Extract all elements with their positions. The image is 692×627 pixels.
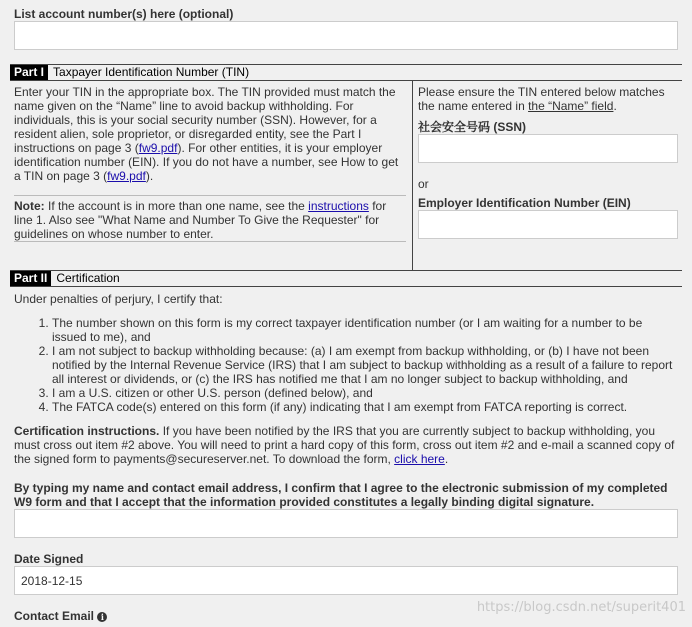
- ssn-input[interactable]: [418, 134, 678, 163]
- part2-title: Certification: [56, 271, 120, 285]
- note-divider-top: [14, 195, 406, 196]
- date-signed-input[interactable]: [14, 566, 678, 595]
- fw9-link-2[interactable]: fw9.pdf: [107, 169, 146, 183]
- part1-tag: Part I: [10, 65, 48, 80]
- tin-intro-a: Enter your TIN in the appropriate box. The TIN provided must match the name given on the “Name” line to avoid backup withholding. For individuals, this is your social security number (SSN). However, for a resident alien, sole proprietor, or disregarded entity, see the Part I instructions on page 3 (: [14, 85, 396, 155]
- tin-note: [14, 199, 406, 241]
- certification-list: [14, 316, 680, 414]
- note-text-a: If the account is in more than one name, see the: [44, 199, 309, 213]
- info-icon[interactable]: i: [97, 612, 107, 622]
- cert-instructions-end: .: [444, 452, 449, 466]
- or-text: or: [418, 177, 429, 191]
- cert-item-4: 4. The FATCA code(s) entered on this form (if any) indicating that I am exempt from FATCA reporting is correct.: [52, 400, 680, 414]
- tin-instructions: [14, 85, 404, 183]
- watermark: https://blog.csdn.net/superit401: [476, 600, 686, 615]
- contact-email-label-row: [14, 609, 107, 623]
- part2-tag: Part II: [10, 271, 51, 286]
- note-divider-bottom: [14, 241, 406, 242]
- account-numbers-input[interactable]: [14, 21, 678, 50]
- account-numbers-label: List account number(s) here (optional): [14, 7, 234, 21]
- cert-item-2: 2. I am not subject to backup withholding because: (a) I am exempt from backup withholding, or (b) I have not been notified by the Internal Revenue Service (IRS) that I am subject to backup withholding as a result of a failure to report all interest or dividends, or (c) the IRS has notified me that I am no longer subject to backup withholding, and: [52, 344, 680, 386]
- instructions-link[interactable]: instructions: [308, 199, 369, 213]
- part1-column-divider: [412, 81, 413, 270]
- perjury-intro: Under penalties of perjury, I certify that:: [14, 292, 223, 306]
- certification-instructions: [14, 424, 680, 466]
- tin-intro-b: ). For other entities, it is your employer identification number (EIN). If you do not have a number, see How to get a TIN on page 3 (: [14, 141, 399, 183]
- part1-title: Taxpayer Identification Number (TIN): [53, 65, 250, 79]
- note-label: Note:: [14, 199, 45, 213]
- tin-intro-c: ).: [145, 169, 154, 183]
- signature-label: By typing my name and contact email address, I confirm that I agree to the electronic submission of my completed W9 form and that I accept that the information provided constitutes a legally binding digital signature.: [14, 481, 668, 509]
- fw9-link-1[interactable]: fw9.pdf: [138, 141, 178, 155]
- tin-match-text-b: .: [613, 99, 617, 113]
- tin-match-text-a: Please ensure the TIN entered below matches the name entered in: [418, 85, 665, 113]
- part2-header: [10, 270, 682, 287]
- download-form-link[interactable]: click here: [394, 452, 445, 466]
- name-field-link[interactable]: the “Name” field: [528, 99, 614, 113]
- contact-email-label: Contact Email: [14, 609, 95, 623]
- cert-instructions-text: If you have been notified by the IRS that you are currently subject to backup withholding, you must cross out item #2 above. You will need to print a hard copy of this form, cross out item #2 and e-mail a scanned copy of the signed form to payments@secureserver.net. To download the form,: [14, 424, 675, 466]
- cert-item-1: 1. The number shown on this form is my correct taxpayer identification number (or I am waiting for a number to be issued to me), and: [52, 316, 680, 344]
- ein-input[interactable]: [418, 210, 678, 239]
- cert-instructions-label: Certification instructions.: [14, 424, 160, 438]
- cert-item-3: 3. I am a U.S. citizen or other U.S. person (defined below), and: [52, 386, 680, 400]
- tin-match-note: [418, 85, 680, 113]
- date-signed-label: Date Signed: [14, 552, 84, 566]
- note-text-b: for line 1. Also see "What Name and Number To Give the Requester" for guidelines on whose number to enter.: [14, 199, 387, 241]
- signature-input[interactable]: [14, 509, 678, 538]
- part1-header: [10, 64, 682, 81]
- ein-label: Employer Identification Number (EIN): [418, 196, 631, 210]
- ssn-label: 社会安全号码 (SSN): [418, 120, 527, 134]
